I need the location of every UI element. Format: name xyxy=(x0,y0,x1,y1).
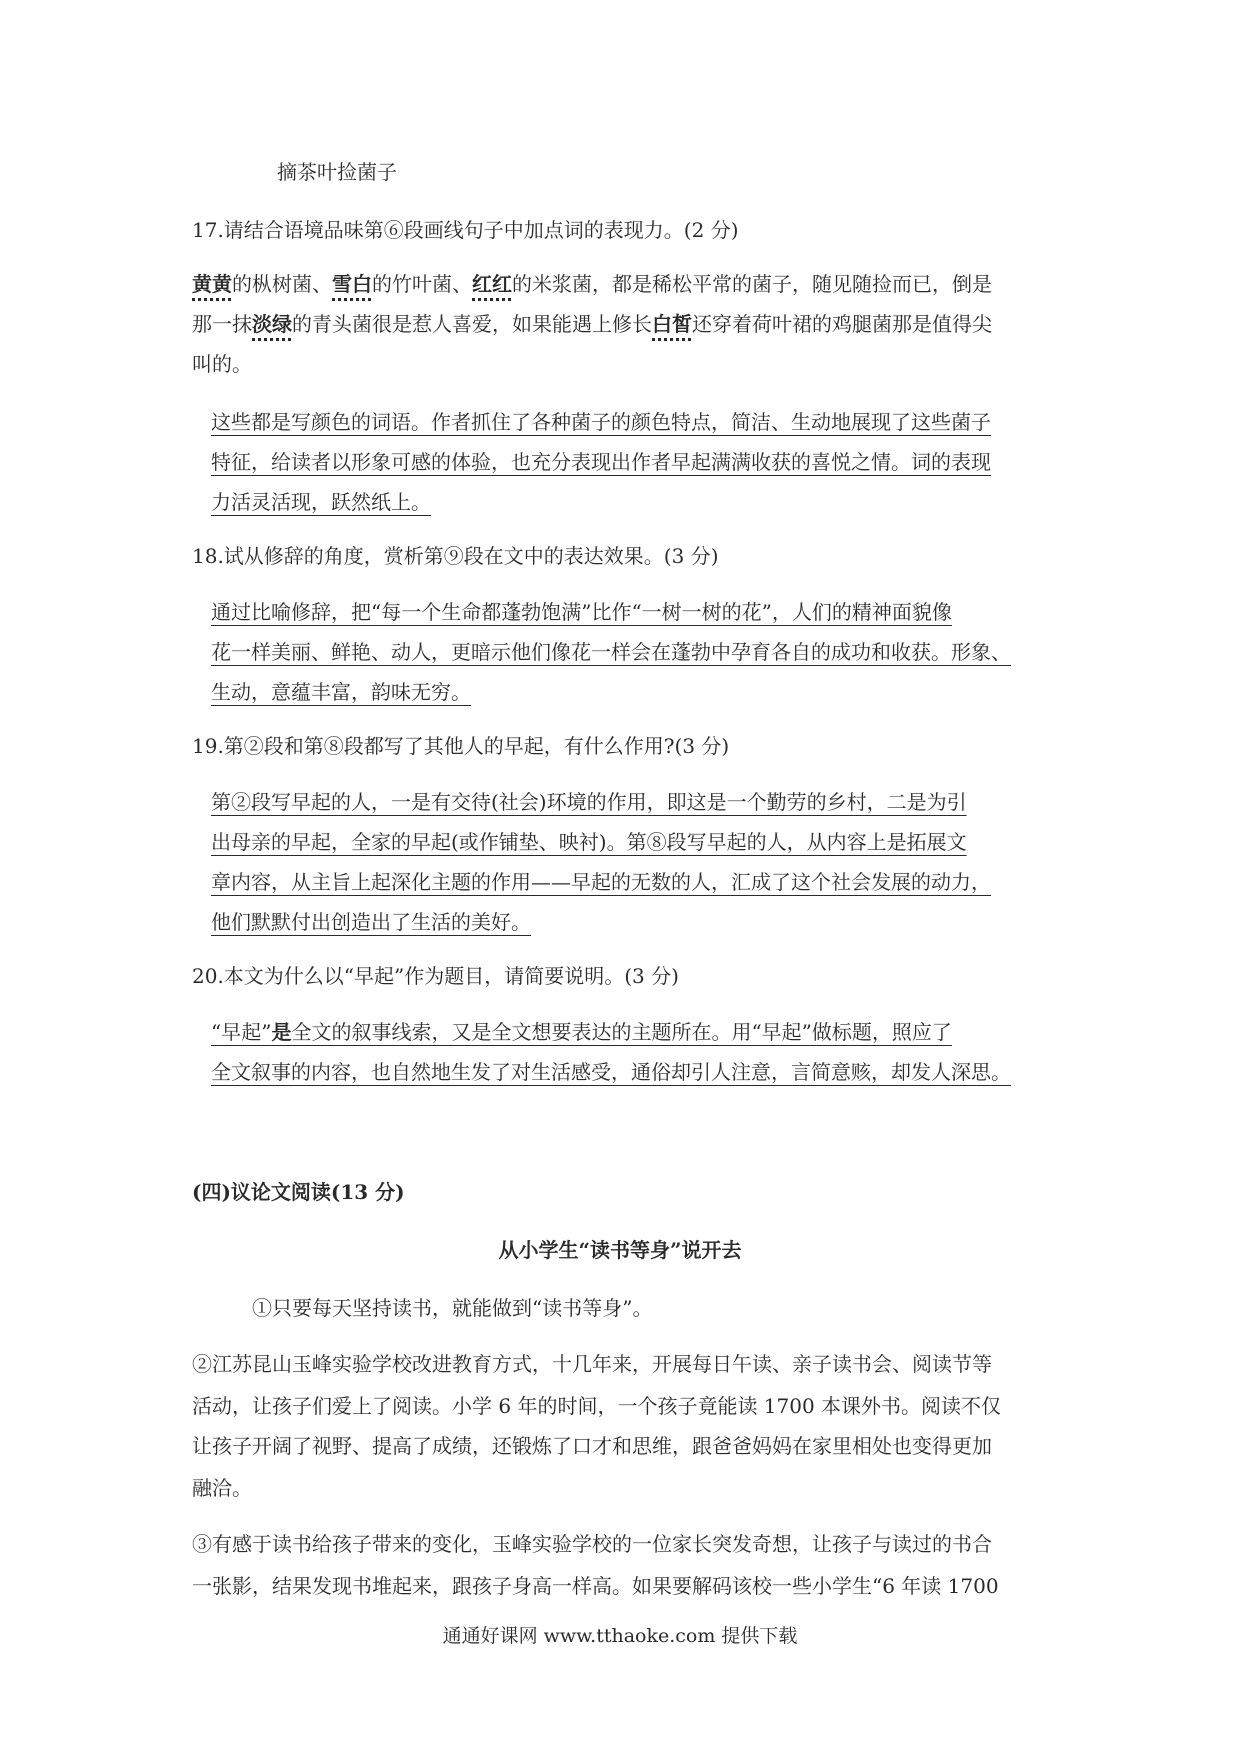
passage-text: 的竹叶菌、 xyxy=(372,272,472,296)
dotted-word: 白皙 xyxy=(652,312,692,336)
article-title: 从小学生“读书等身”说开去 xyxy=(498,1238,742,1262)
paragraph-2-line: ②江苏昆山玉峰实验学校改进教育方式，十几年来，开展每日午读、亲子读书会、阅读节等 xyxy=(192,1352,992,1376)
passage-text: 的青头菌很是惹人喜爱，如果能遇上修长 xyxy=(292,312,652,336)
answer-line: 这些都是写颜色的词语。作者抓住了各种菌子的颜色特点，简洁、生动地展现了这些菌子 xyxy=(211,410,991,434)
dotted-word: 雪白 xyxy=(332,272,372,296)
answer-line: 章内容，从主旨上起深化主题的作用——早起的无数的人，汇成了这个社会发展的动力， xyxy=(211,870,991,894)
answer-line xyxy=(211,1018,1061,1046)
q17-prompt: 17.请结合语境品味第⑥段画线句子中加点词的表现力。(2 分) xyxy=(192,218,739,242)
q20-answer xyxy=(211,1018,1061,1086)
q17-passage-line-1 xyxy=(192,270,992,298)
passage-text: 的枞树菌、 xyxy=(232,272,332,296)
answer-line: 出母亲的早起，全家的早起(或作铺垫、映衬)。第⑧段写早起的人，从内容上是拓展文 xyxy=(211,830,967,854)
paragraph-2-line: 让孩子开阔了视野、提高了成绩，还锻炼了口才和思维，跟爸爸妈妈在家里相处也变得更加 xyxy=(192,1434,992,1458)
dotted-word: 黄黄 xyxy=(192,272,232,296)
paragraph-3-line: ③有感于读书给孩子带来的变化，玉峰实验学校的一位家长突发奇想，让孩子与读过的书合 xyxy=(192,1532,992,1556)
dotted-word: 淡绿 xyxy=(252,312,292,336)
answer-text: 全文的叙事线索，又是全文想要表达的主题所在。用“早起”做标题，照应了 xyxy=(291,1020,952,1044)
answer-line: 全文叙事的内容，也自然地生发了对生活感受，通俗却引人注意，言简意赅，却发人深思。 xyxy=(211,1060,1011,1084)
q17-passage-line-2 xyxy=(192,310,992,338)
paragraph-2-line: 活动，让孩子们爱上了阅读。小学 6 年的时间，一个孩子竟能读 1700 本课外书。阅读不仅 xyxy=(192,1394,1002,1418)
passage-text: 还穿着荷叶裙的鸡腿菌那是值得尖 xyxy=(692,312,992,336)
answer-line: 花一样美丽、鲜艳、动人，更暗示他们像花一样会在蓬勃中孕育各自的成功和收获。形象、 xyxy=(211,640,1011,664)
q17-passage-line-3: 叫的。 xyxy=(192,352,252,376)
q17-answer xyxy=(211,408,1061,516)
top-fragment: 摘茶叶捡菌子 xyxy=(277,160,397,184)
answer-line: 他们默默付出创造出了生活的美好。 xyxy=(211,910,531,934)
dotted-word: 红红 xyxy=(472,272,512,296)
paragraph-3-line: 一张影，结果发现书堆起来，跟孩子身高一样高。如果要解码该校一些小学生“6 年读 1700 xyxy=(192,1574,999,1598)
answer-line: 特征，给读者以形象可感的体验，也充分表现出作者早起满满收获的喜悦之情。词的表现 xyxy=(211,450,991,474)
q18-prompt: 18.试从修辞的角度，赏析第⑨段在文中的表达效果。(3 分) xyxy=(192,544,719,568)
passage-text: 的米浆菌，都是稀松平常的菌子，随见随捡而已，倒是 xyxy=(512,272,992,296)
answer-text: “早起” xyxy=(211,1020,272,1044)
q19-answer xyxy=(211,788,1061,936)
q18-answer xyxy=(211,598,1061,706)
paragraph-2-line: 融洽。 xyxy=(192,1476,252,1500)
q19-prompt: 19.第②段和第⑧段都写了其他人的早起，有什么作用?(3 分) xyxy=(192,734,730,758)
paragraph-1: ①只要每天坚持读书，就能做到“读书等身”。 xyxy=(252,1296,653,1320)
answer-line: 力活灵活现，跃然纸上。 xyxy=(211,490,431,514)
answer-line: 通过比喻修辞，把“每一个生命都蓬勃饱满”比作“一树一树的花”，人们的精神面貌像 xyxy=(211,600,952,624)
passage-text: 那一抹 xyxy=(192,312,252,336)
answer-line: 第②段写早起的人，一是有交待(社会)环境的作用，即这是一个勤劳的乡村，二是为引 xyxy=(211,790,967,814)
answer-text-bold: 是 xyxy=(271,1020,292,1044)
section-heading: (四)议论文阅读(13 分) xyxy=(192,1180,405,1204)
footer-watermark: 通通好课网 www.tthaoke.com 提供下载 xyxy=(442,1625,798,1647)
q20-prompt: 20.本文为什么以“早起”作为题目，请简要说明。(3 分) xyxy=(192,964,679,988)
answer-line: 生动，意蕴丰富，韵味无穷。 xyxy=(211,680,471,704)
